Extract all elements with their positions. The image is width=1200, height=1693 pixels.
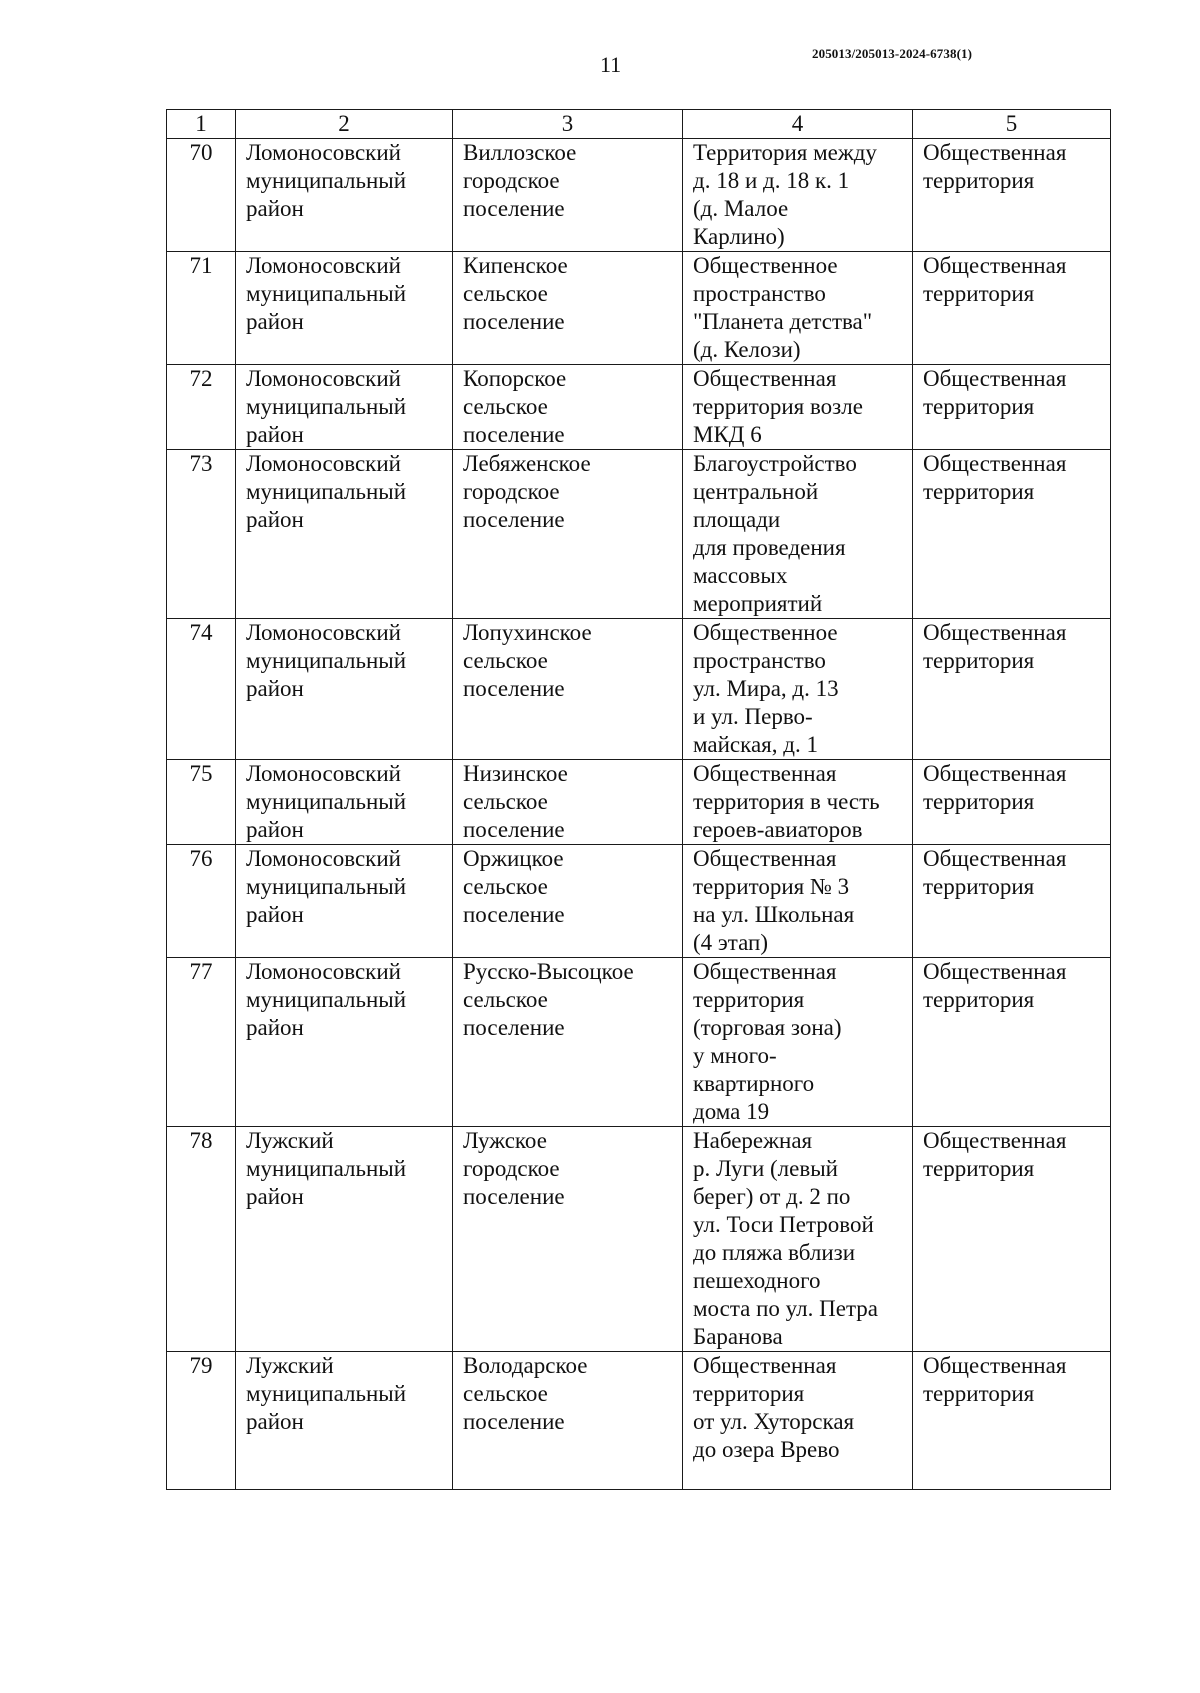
table-row — [167, 450, 1111, 619]
table-row — [167, 365, 1111, 450]
column-header: 1 — [167, 110, 236, 139]
type-cell: Общественная территория — [913, 450, 1111, 619]
column-header: 3 — [453, 110, 683, 139]
table-row — [167, 760, 1111, 845]
settlement-cell: Володарское сельское поселение — [453, 1352, 683, 1490]
object-cell: Общественная территория № 3 на ул. Школьная (4 этап) — [683, 845, 913, 958]
type-cell: Общественная территория — [913, 1352, 1111, 1490]
settlement-cell: Лопухинское сельское поселение — [453, 619, 683, 760]
row-number: 71 — [167, 252, 236, 365]
district-cell: Ломоносовский муниципальный район — [236, 252, 453, 365]
page-number: 11 — [600, 52, 622, 77]
district-cell: Ломоносовский муниципальный район — [236, 845, 453, 958]
district-cell: Ломоносовский муниципальный район — [236, 619, 453, 760]
table-row — [167, 619, 1111, 760]
type-cell: Общественная территория — [913, 139, 1111, 252]
column-header: 5 — [913, 110, 1111, 139]
district-cell: Ломоносовский муниципальный район — [236, 450, 453, 619]
object-cell: Общественная территория в честь героев-авиаторов — [683, 760, 913, 845]
object-cell: Общественное пространство ул. Мира, д. 13 и ул. Перво- майская, д. 1 — [683, 619, 913, 760]
type-cell: Общественная территория — [913, 1127, 1111, 1352]
object-cell: Общественная территория от ул. Хуторская до озера Врево — [683, 1352, 913, 1490]
type-cell: Общественная территория — [913, 958, 1111, 1127]
settlement-cell: Виллозское городское поселение — [453, 139, 683, 252]
table-row — [167, 139, 1111, 252]
settlement-cell: Копорское сельское поселение — [453, 365, 683, 450]
settlement-cell: Лебяженское городское поселение — [453, 450, 683, 619]
district-cell: Ломоносовский муниципальный район — [236, 760, 453, 845]
registry-table — [166, 109, 1111, 1490]
settlement-cell: Кипенское сельское поселение — [453, 252, 683, 365]
row-number: 72 — [167, 365, 236, 450]
district-cell: Ломоносовский муниципальный район — [236, 139, 453, 252]
row-number: 73 — [167, 450, 236, 619]
district-cell: Лужский муниципальный район — [236, 1127, 453, 1352]
object-cell: Территория между д. 18 и д. 18 к. 1 (д. Малое Карлино) — [683, 139, 913, 252]
type-cell: Общественная территория — [913, 619, 1111, 760]
table-row — [167, 1352, 1111, 1490]
document-code: 205013/205013-2024-6738(1) — [812, 46, 973, 61]
type-cell: Общественная территория — [913, 252, 1111, 365]
row-number: 76 — [167, 845, 236, 958]
row-number: 79 — [167, 1352, 236, 1490]
row-number: 70 — [167, 139, 236, 252]
row-number: 75 — [167, 760, 236, 845]
object-cell: Общественное пространство "Планета детства" (д. Келози) — [683, 252, 913, 365]
table-row — [167, 1127, 1111, 1352]
table-row — [167, 845, 1111, 958]
column-header: 2 — [236, 110, 453, 139]
row-number: 78 — [167, 1127, 236, 1352]
settlement-cell: Низинское сельское поселение — [453, 760, 683, 845]
object-cell: Набережная р. Луги (левый берег) от д. 2 по ул. Тоси Петровой до пляжа вблизи пешеходного моста по ул. Петра Баранова — [683, 1127, 913, 1352]
type-cell: Общественная территория — [913, 845, 1111, 958]
row-number: 77 — [167, 958, 236, 1127]
district-cell: Ломоносовский муниципальный район — [236, 958, 453, 1127]
table-row — [167, 252, 1111, 365]
settlement-cell: Русско-Высоцкое сельское поселение — [453, 958, 683, 1127]
type-cell: Общественная территория — [913, 760, 1111, 845]
row-number: 74 — [167, 619, 236, 760]
district-cell: Ломоносовский муниципальный район — [236, 365, 453, 450]
column-header: 4 — [683, 110, 913, 139]
object-cell: Общественная территория (торговая зона) у много- квартирного дома 19 — [683, 958, 913, 1127]
table-header-row — [167, 110, 1111, 139]
type-cell: Общественная территория — [913, 365, 1111, 450]
settlement-cell: Оржицкое сельское поселение — [453, 845, 683, 958]
object-cell: Общественная территория возле МКД 6 — [683, 365, 913, 450]
object-cell: Благоустройство центральной площади для проведения массовых мероприятий — [683, 450, 913, 619]
district-cell: Лужский муниципальный район — [236, 1352, 453, 1490]
settlement-cell: Лужское городское поселение — [453, 1127, 683, 1352]
table-row — [167, 958, 1111, 1127]
